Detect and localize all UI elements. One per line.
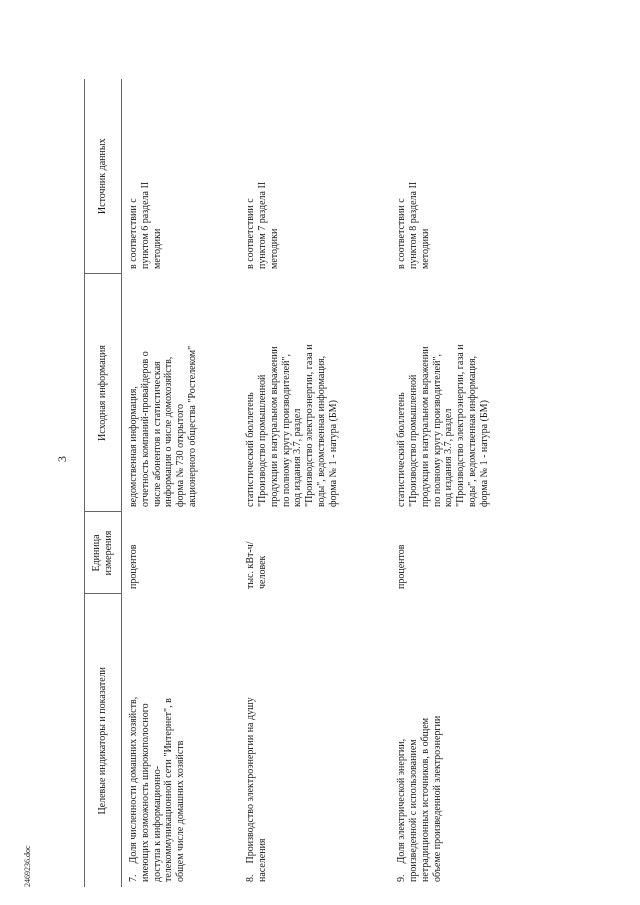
- table-row: [239, 79, 390, 887]
- unit-cell: процентов: [396, 544, 408, 589]
- unit-cell: тыс. кВт-ч/человек: [245, 541, 268, 589]
- data-source-cell: в соответствии с пунктом 8 раздела II методики: [396, 181, 431, 269]
- row-number: 9.: [396, 874, 408, 882]
- table-row: [390, 79, 547, 887]
- table-header-row: [85, 79, 122, 887]
- row-number: 8.: [245, 874, 257, 882]
- source-info-cell: статистический бюллетень "Производство промышленной продукции в натуральном выражении по полному кругу производителей", код издания 3.7, раздел "Производство электроэнергии, газа и воды", ведомственная информация, форма № 1 - натура (БМ): [245, 344, 339, 507]
- indicator-cell: [390, 594, 547, 887]
- source-info-cell: ведомственная информация, отчетность компаний-провайдеров о числе абонентов и статистическая информация о числе домохозяйств, форма № 730 открытого акционерного общества "Ростелеком": [128, 345, 198, 507]
- row-number: 7.: [128, 874, 139, 882]
- column-header-unit: Единица измерения: [85, 512, 122, 594]
- footer-filename: 2469236.doc: [23, 845, 32, 887]
- column-header-data-source: Источник данных: [85, 79, 122, 274]
- source-info-cell: статистический бюллетень "Производство промышленной продукции в натуральном выражении по полному кругу производителей", код издания 3.7, раздел "Производство электроэнергии, газа и воды", ведомственная информация, форма № 1 - натура (БМ): [396, 344, 490, 507]
- data-source-cell: в соответствии с пунктом 7 раздела II методики: [245, 181, 280, 269]
- indicators-table-rotated: [84, 79, 547, 887]
- indicator-text: Производство электроэнергии на душу населения: [245, 697, 268, 882]
- column-header-indicator: Целевые индикаторы и показатели: [85, 594, 122, 887]
- indicator-text: Доля электрической энергии, произведенной с использованием нетрадиционных источников, в общем объеме произведенной электроэнергии: [396, 715, 443, 882]
- table-row: [122, 79, 240, 887]
- indicator-cell: [239, 594, 390, 887]
- indicators-table: [84, 79, 547, 887]
- indicator-text: Доля численности домашних хозяйств, имеющих возможность широкополосного доступа к информационно- телекоммуникационной сети "Интернет", в общем числе домашних хозяйств: [128, 696, 187, 882]
- page-number: 3: [55, 456, 69, 462]
- indicator-cell: [122, 594, 240, 887]
- unit-cell: процентов: [128, 544, 139, 589]
- column-header-source-info: Исходная информация: [85, 274, 122, 512]
- data-source-cell: в соответствии с пунктом 6 раздела II методики: [128, 181, 163, 269]
